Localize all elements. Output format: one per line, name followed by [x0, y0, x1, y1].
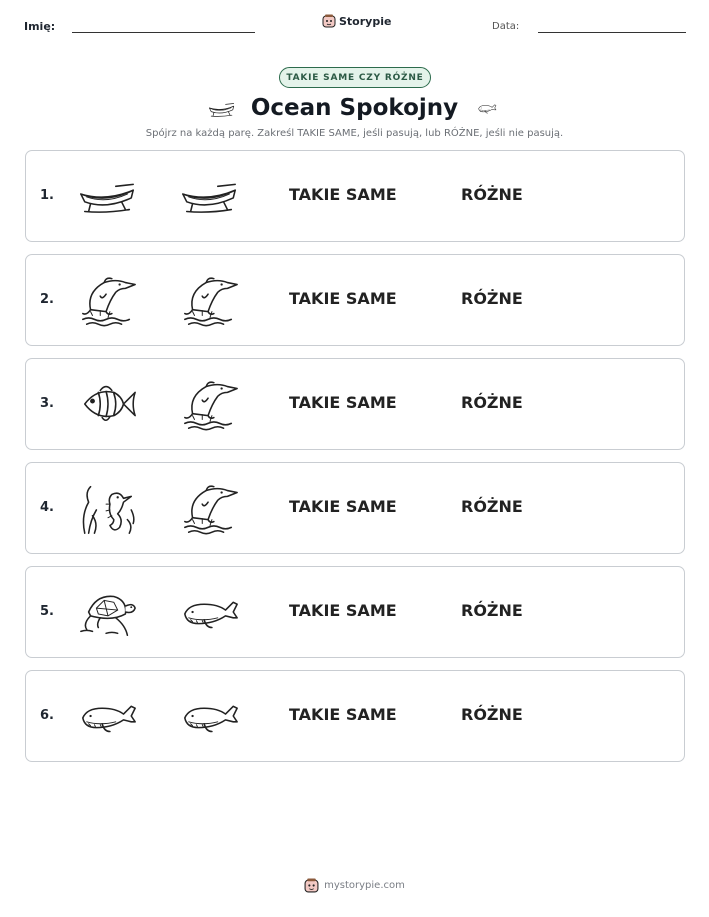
dolphin-icon	[77, 272, 139, 328]
seahorse-icon	[77, 480, 139, 536]
choice-different[interactable]: RÓŻNE	[461, 185, 523, 204]
brand-name: Storypie	[339, 14, 392, 28]
question-row	[25, 462, 685, 554]
choice-same[interactable]: TAKIE SAME	[289, 289, 397, 308]
date-input-line[interactable]	[538, 32, 686, 33]
dolphin-icon	[179, 376, 241, 432]
whale-icon	[179, 584, 241, 640]
name-label: Imię:	[24, 20, 56, 33]
choice-same[interactable]: TAKIE SAME	[289, 185, 397, 204]
instructions: Spójrz na każdą parę. Zakreśl TAKIE SAME, jeśli pasują, lub RÓŻNE, jeśli nie pasują.	[145, 128, 564, 139]
footer-url: mystorypie.com	[324, 880, 405, 891]
choice-different[interactable]: RÓŻNE	[461, 289, 523, 308]
canoe-icon	[77, 168, 139, 224]
question-number: 4.	[40, 500, 54, 515]
choice-different[interactable]: RÓŻNE	[461, 393, 523, 412]
name-input-line[interactable]	[72, 32, 255, 33]
question-row	[25, 150, 685, 242]
question-number: 5.	[40, 604, 54, 619]
turtle-icon	[77, 584, 139, 640]
choice-same[interactable]: TAKIE SAME	[289, 497, 397, 516]
choice-same[interactable]: TAKIE SAME	[289, 601, 397, 620]
title-row	[0, 92, 709, 124]
choice-different[interactable]: RÓŻNE	[461, 705, 523, 724]
dolphin-icon	[179, 272, 241, 328]
storypie-logo-icon	[322, 14, 336, 28]
brand	[322, 14, 391, 28]
choice-different[interactable]: RÓŻNE	[461, 601, 523, 620]
worksheet-badge: TAKIE SAME CZY RÓŻNE	[279, 67, 431, 88]
choice-same[interactable]: TAKIE SAME	[289, 705, 397, 724]
choice-different[interactable]: RÓŻNE	[461, 497, 523, 516]
question-number: 1.	[40, 188, 54, 203]
whale-icon	[470, 99, 504, 117]
choice-same[interactable]: TAKIE SAME	[289, 393, 397, 412]
question-row	[25, 670, 685, 762]
fish-icon	[77, 376, 139, 432]
page-title: Ocean Spokojny	[250, 95, 459, 121]
dolphin-icon	[179, 480, 241, 536]
question-row	[25, 254, 685, 346]
whale-icon	[179, 688, 241, 744]
question-row	[25, 358, 685, 450]
whale-icon	[77, 688, 139, 744]
question-number: 2.	[40, 292, 54, 307]
canoe-icon	[179, 168, 241, 224]
date-label: Data:	[492, 21, 520, 32]
question-number: 3.	[40, 396, 54, 411]
canoe-icon	[205, 99, 239, 117]
question-number: 6.	[40, 708, 54, 723]
storypie-logo-icon	[304, 878, 319, 893]
worksheet-header	[0, 0, 709, 50]
footer	[0, 878, 709, 893]
question-row	[25, 566, 685, 658]
